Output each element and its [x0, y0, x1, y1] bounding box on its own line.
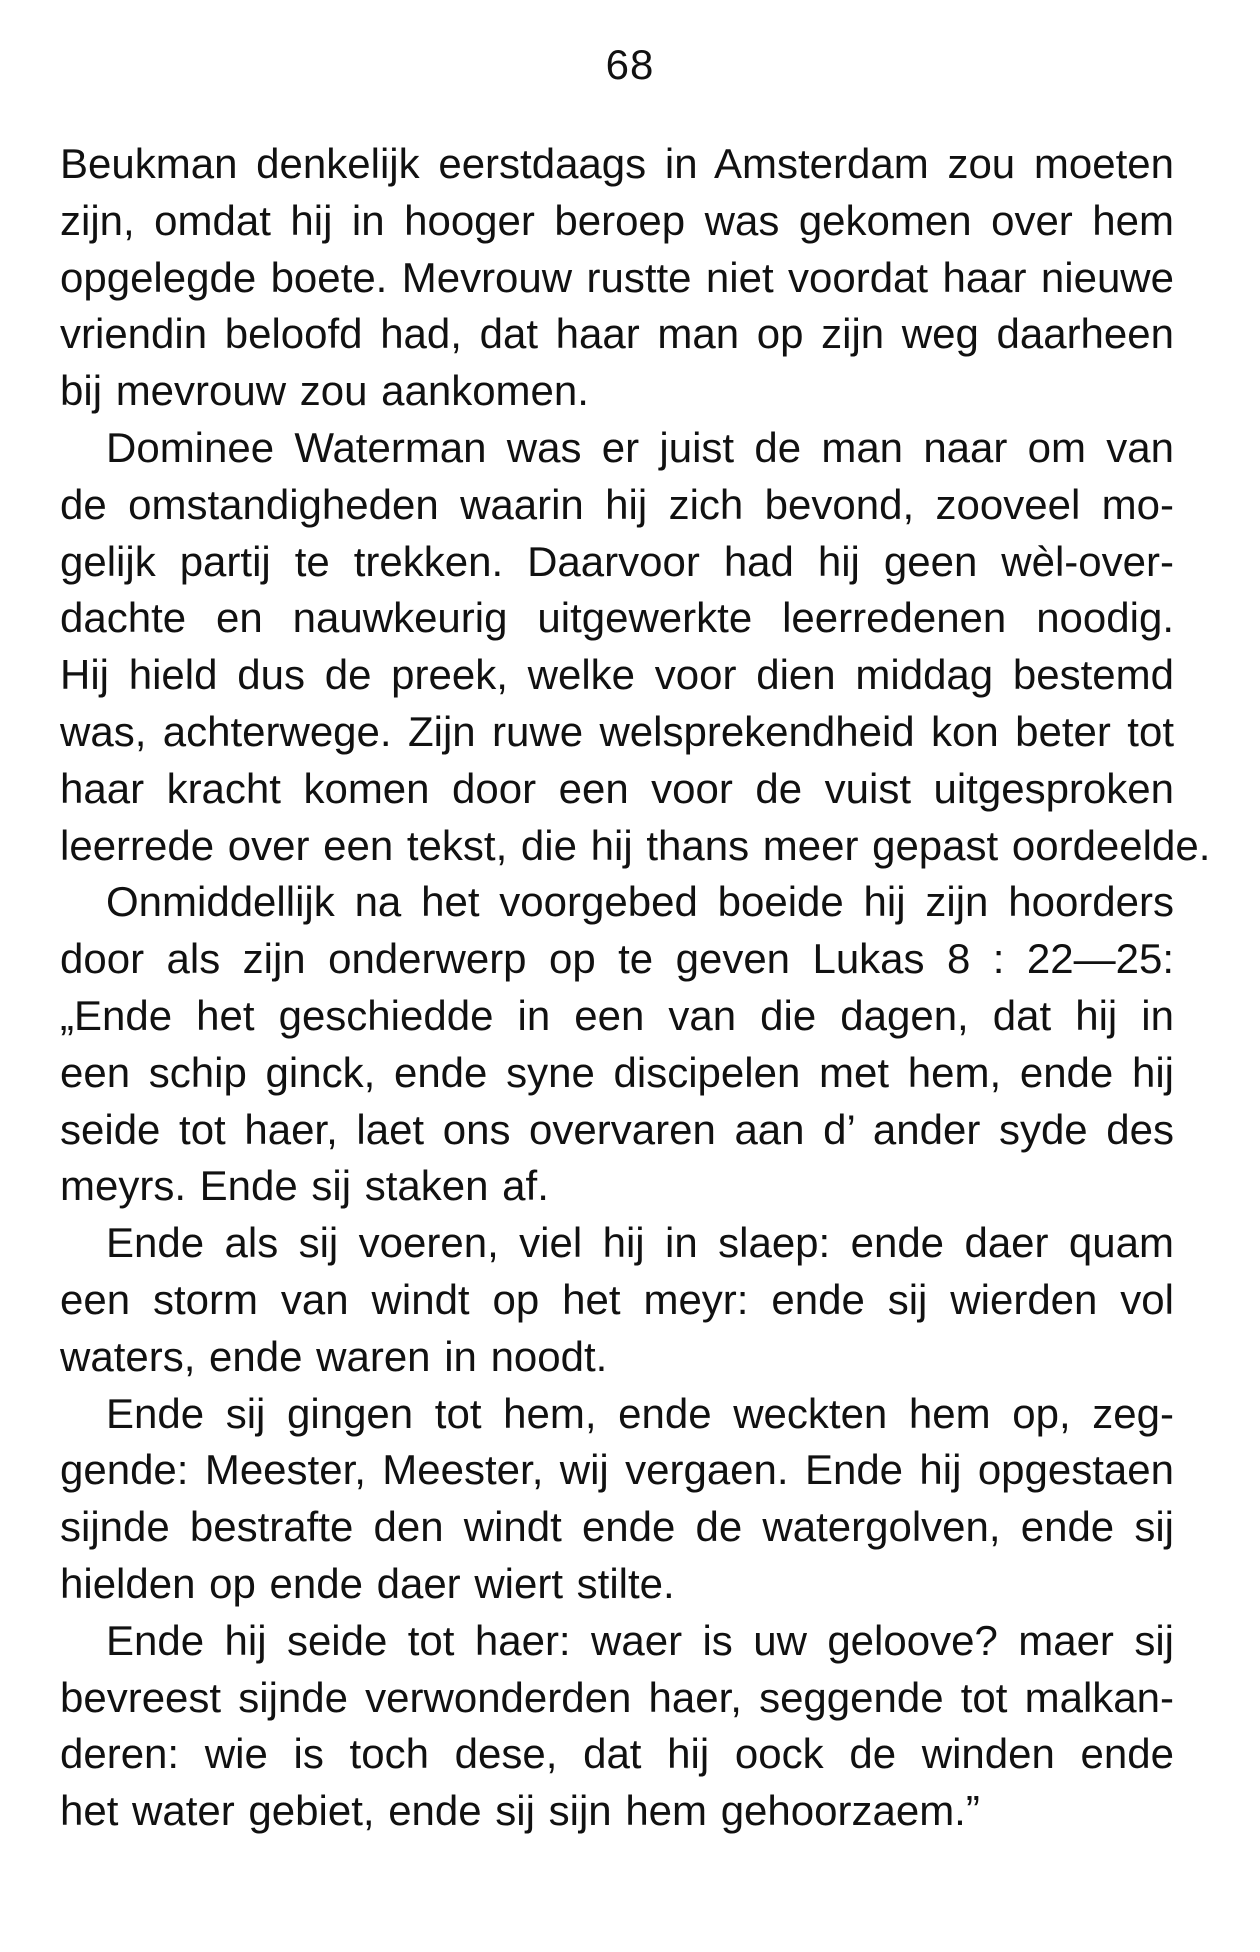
- text-line: bij mevrouw zou aankomen.: [60, 367, 589, 415]
- text-line: zijn, omdat hij in hooger beroep was gekomen over hem: [60, 196, 1174, 244]
- text-line: een storm van windt op het meyr: ende sij wierden vol: [60, 1275, 1174, 1323]
- body-text: [60, 136, 1211, 1840]
- text-line: opgelegde boete. Mevrouw rustte niet voordat haar nieuwe: [60, 253, 1174, 301]
- text-line: sijnde bestrafte den windt ende de watergolven, ende sij: [60, 1503, 1174, 1551]
- text-line: „Ende het geschiedde in een van die dagen, dat hij in: [60, 991, 1174, 1039]
- text-line: Ende hij seide tot haer: waer is uw geloove? maer sij: [106, 1616, 1174, 1664]
- text-line: haar kracht komen door een voor de vuist uitgesproken: [60, 764, 1174, 812]
- text-line: Beukman denkelijk eerstdaags in Amsterdam zou moeten: [60, 140, 1174, 187]
- text-line: dachte en nauwkeurig uitgewerkte leerredenen noodig.: [60, 594, 1174, 642]
- text-line: meyrs. Ende sij staken af.: [60, 1162, 549, 1210]
- page-number: 68: [605, 41, 655, 88]
- text-line: hielden op ende daer wiert stilte.: [60, 1559, 675, 1607]
- text-line: gelijk partij te trekken. Daarvoor had hij geen wèl-over-: [60, 537, 1174, 585]
- text-line: gende: Meester, Meester, wij vergaen. Ende hij opgestaen: [60, 1446, 1174, 1494]
- text-line: het water gebiet, ende sij sijn hem gehoorzaem.”: [60, 1787, 980, 1835]
- text-line: leerrede over een tekst, die hij thans meer gepast oordeelde.: [60, 821, 1211, 869]
- text-line: Dominee Waterman was er juist de man naar om van: [106, 423, 1174, 471]
- text-line: waters, ende waren in noodt.: [60, 1332, 608, 1380]
- text-line: seide tot haer, laet ons overvaren aan d’ ander syde des: [60, 1105, 1174, 1153]
- text-line: Ende als sij voeren, viel hij in slaep: ende daer quam: [106, 1219, 1174, 1267]
- text-line: de omstandigheden waarin hij zich bevond, zooveel mo-: [60, 480, 1174, 528]
- text-line: Onmiddellijk na het voorgebed boeide hij zijn hoorders: [106, 878, 1174, 926]
- text-line: was, achterwege. Zijn ruwe welsprekendheid kon beter tot: [60, 707, 1174, 755]
- text-line: door als zijn onderwerp op te geven Lukas 8 : 22—25:: [60, 935, 1174, 983]
- text-line: deren: wie is toch dese, dat hij oock de winden ende: [60, 1730, 1174, 1778]
- text-line: Hij hield dus de preek, welke voor dien middag bestemd: [60, 651, 1174, 699]
- text-line: vriendin beloofd had, dat haar man op zijn weg daarheen: [60, 310, 1174, 358]
- text-line: bevreest sijnde verwonderden haer, seggende tot malkan-: [60, 1673, 1174, 1721]
- text-line: een schip ginck, ende syne discipelen met hem, ende hij: [60, 1048, 1174, 1096]
- text-line: Ende sij gingen tot hem, ende weckten hem op, zeg-: [106, 1389, 1174, 1437]
